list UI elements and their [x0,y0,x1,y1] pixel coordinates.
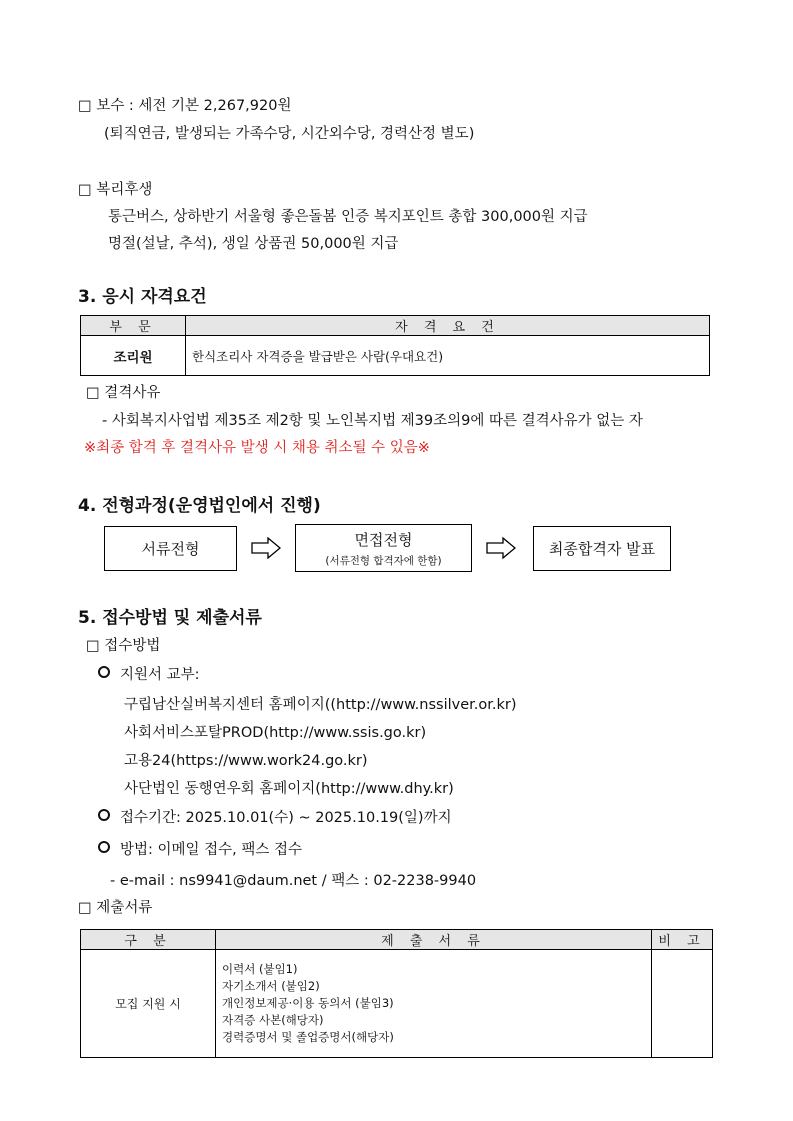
site-nssilver[interactable]: 구립남산실버복지센터 홈페이지((http://www.nssilver.or.kr) [124,697,517,713]
docs-header-documents: 제 출 서 류 [216,930,652,950]
period-item [98,806,452,827]
arrow-right-icon [486,537,516,559]
step-label: 서류전형 [141,540,200,558]
doc-item: 이력서 (붙임1) [222,962,298,976]
qual-req-cell: 한식조리사 자격증을 발급받은 사람(우대요건) [186,336,710,376]
docs-header-category: 구 분 [81,930,216,950]
step-sub: (서류전형 합격자에 한함) [325,554,442,567]
salary-line: □ 보수 : 세전 기본 2,267,920원 [78,98,292,114]
circle-bullet-icon [98,666,110,678]
qualification-table [80,315,710,376]
step-label: 면접전형 [354,530,413,549]
qual-dept-cell: 조리원 [81,336,186,376]
welfare-line-2: 명절(설날, 추석), 생일 상품권 50,000원 지급 [108,236,399,252]
welfare-title: □ 복리후생 [78,182,153,198]
section4-heading: 4. 전형과정(운영법인에서 진행) [78,496,321,516]
salary-note: (퇴직연금, 발생되는 가족수당, 시간외수당, 경력산정 별도) [104,126,475,142]
documents-table [80,929,713,1058]
method-title: □ 접수방법 [86,638,161,654]
period-text: 접수기간: 2025.10.01(수) ~ 2025.10.19(일)까지 [120,810,452,826]
site-ssis[interactable]: 사회서비스포탈PROD(http://www.ssis.go.kr) [124,725,427,741]
docs-note-cell [652,950,713,1058]
docs-list-cell [216,950,652,1058]
contact-line: - e-mail : ns9941@daum.net / 팩스 : 02-2238-9940 [110,873,477,889]
circle-bullet-icon [98,809,110,821]
section3-heading: 3. 응시 자격요건 [78,287,207,307]
section5-heading: 5. 접수방법 및 제출서류 [78,608,262,628]
step-final-announcement [533,526,671,571]
qual-header-req: 자 격 요 건 [186,316,710,336]
arrow-right-icon [251,537,281,559]
doc-item: 경력증명서 및 졸업증명서(해당자) [222,1030,394,1044]
disqualification-line: - 사회복지사업법 제35조 제2항 및 노인복지법 제39조의9에 따른 결격사유가 없는 자 [102,413,643,429]
doc-item: 자격증 사본(해당자) [222,1013,324,1027]
apply-title: 지원서 교부: [120,667,200,683]
circle-bullet-icon [98,841,110,853]
way-item [98,838,302,859]
step-document-screening [104,526,237,571]
docs-category-cell: 모집 지원 시 [81,950,216,1058]
site-dhy[interactable]: 사단법인 동행연우회 홈페이지(http://www.dhy.kr) [124,781,454,797]
docs-title: □ 제출서류 [78,900,153,916]
doc-item: 자기소개서 (붙임2) [222,979,320,993]
disqualification-title: □ 결격사유 [86,385,161,401]
cancellation-warning: ※최종 합격 후 결격사유 발생 시 채용 취소될 수 있음※ [84,440,430,456]
welfare-line-1: 통근버스, 상하반기 서울형 좋은돌봄 인증 복지포인트 총합 300,000원 지급 [108,209,588,225]
site-work24[interactable]: 고용24(https://www.work24.go.kr) [124,753,368,769]
apply-item [98,663,200,684]
doc-item: 개인정보제공·이용 동의서 (붙임3) [222,996,394,1010]
docs-header-note: 비 고 [652,930,713,950]
step-label: 최종합격자 발표 [548,540,656,558]
way-text: 방법: 이메일 접수, 팩스 접수 [120,842,303,858]
step-interview [295,524,472,572]
qual-header-dept: 부 문 [81,316,186,336]
